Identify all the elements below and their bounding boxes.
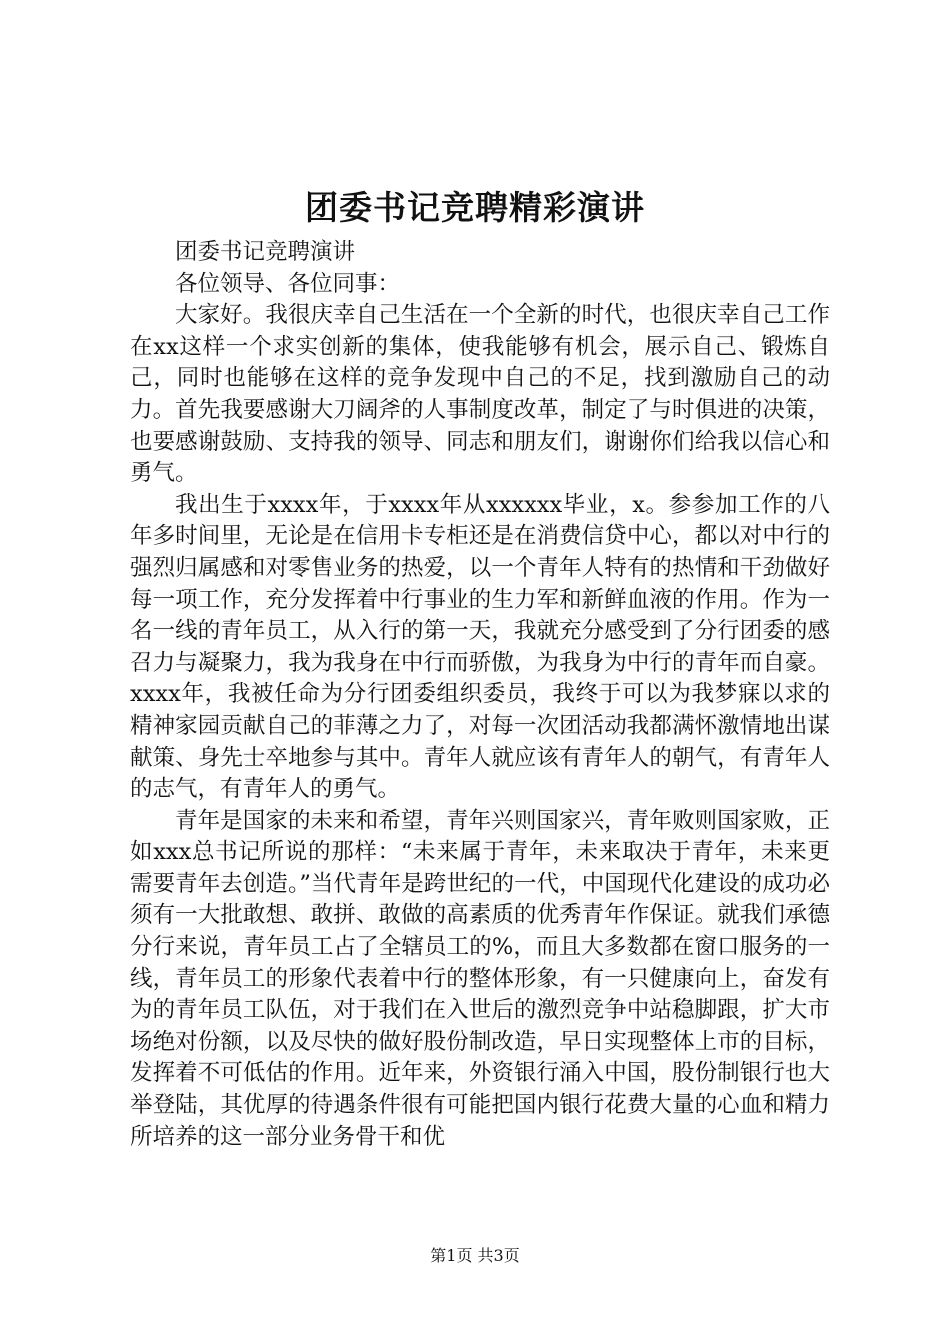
document-title: 团委书记竞聘精彩演讲 [305,188,645,227]
document-body [130,237,830,1153]
paragraph-introduction: 大家好。我很庆幸自己生活在一个全新的时代，也很庆幸自己工作在xx这样一个求实创新的集体，使我能够有机会，展示自己、锻炼自己，同时也能够在这样的竞争发现中自己的不足，找到激励自己的动力。首先我要感谢大刀阔斧的人事制度改革，制定了与时俱进的决策，也要感谢鼓励、支持我的领导、同志和朋友们，谢谢你们给我以信心和勇气。 [130,302,830,487]
paragraph-speech-heading: 团委书记竞聘演讲 [175,239,356,265]
paragraph-youth: 青年是国家的未来和希望，青年兴则国家兴，青年败则国家败，正如xxx总书记所说的那样：“未来属于青年，未来取决于青年，未来更需要青年去创造。”当代青年是跨世纪的一代，中国现代化建设的成功必须有一大批敢想、敢拼、敢做的高素质的优秀青年作保证。就我们承德分行来说，青年员工占了全辖员工的%，而且大多数都在窗口服务的一线，青年员工的形象代表着中行的整体形象，有一只健康向上，奋发有为的青年员工队伍，对于我们在入世后的激烈竞争中站稳脚跟，扩大市场绝对份额，以及尽快的做好股份制改造，早日实现整体上市的目标，发挥着不可低估的作用。近年来，外资银行涌入中国，股份制银行也大举登陆，其优厚的待遇条件很有可能把国内银行花费大量的心血和精力所培养的这一部分业务骨干和优 [130,807,830,1150]
page-footer: 第1页 共3页 [430,1246,520,1265]
paragraph-background: 我出生于xxxx年，于xxxx年从xxxxxx毕业，x。参参加工作的八年多时间里，无论是在信用卡专柜还是在消费信贷中心，都以对中行的强烈归属感和对零售业务的热爱，以一个青年人特有的热情和干劲做好每一项工作，充分发挥着中行事业的生力军和新鲜血液的作用。作为一名一线的青年员工，从入行的第一天，我就充分感受到了分行团委的感召力与凝聚力，我为我身在中行而骄傲，为我身为中行的青年而自豪。xxxx年，我被任命为分行团委组织委员，我终于可以为我梦寐以求的精神家园贡献自己的菲薄之力了，对每一次团活动我都满怀激情地出谋献策、身先士卒地参与其中。青年人就应该有青年人的朝气，有青年人的志气，有青年人的勇气。 [130,491,830,803]
paragraph-salutation: 各位领导、各位同事： [175,270,401,297]
